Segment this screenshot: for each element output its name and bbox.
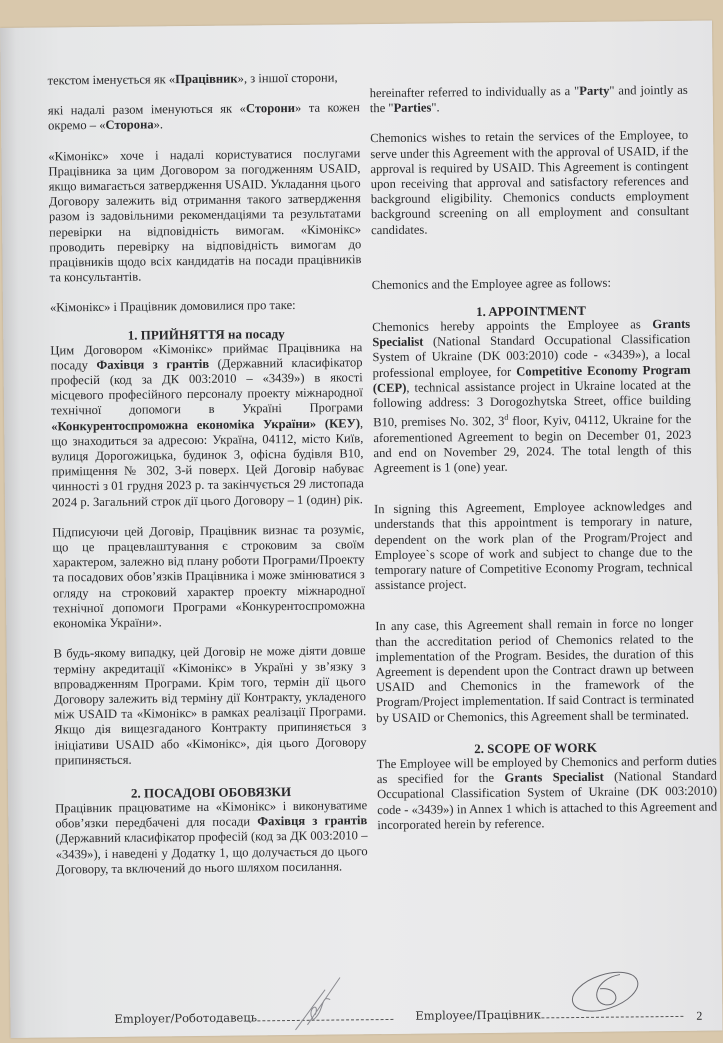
section-1-paragraph-2: Підписуючи цей Договір, Працівник визнає та розуміє, що це працевлаштування є строковим за своїм характером, залежно від плану роботи Програми/Проекту та посадових обов’язків Працівника і може змінюватися з огляду на строковий характер проекту міжнародної технічної допомоги Програми «Конкурентоспроможна економіка України». (52, 522, 366, 631)
chemonics-intent-paragraph: «Кімонікс» хоче і надалі користуватися послугами Працівника за цим Договором за погодженням USAID, якщо вимагається затвердження USAID. Укладання цього Договору залежить від отримання такого затвердження разом із задовільними рекомендаціями та результатами перевірки на відповідність вимогам. «Кімонікс» проводить перевірку на відповідність вимогам до працівників щодо всіх кандидатів на посади працівників та консультантів. (48, 145, 362, 285)
employer-signature-scribble-icon (285, 969, 366, 1040)
section-2-paragraph-en: The Employee will be employed by Chemonics and perform duties as specified for the Grants Specialist (National Standard Occupational Classification System of Ukraine (DK 003:2010) code - «3439») in Annex 1 which is attached to this Agreement and incorporated herein by reference. (376, 753, 718, 832)
intro-line-employee: текстом іменується як «Працівник», з іншої сторони, (47, 70, 338, 88)
section-2-heading: 2. ПОСАДОВІ ОБОВЯЗКИ (130, 783, 292, 801)
section-1-paragraph-1: Цим Договором «Кімонікс» приймає Працівника на посаду Фахівця з грантів (Державний класифікатор професій (код за ДК 003:2010 – «3439») в якості місцевого професійного персоналу проекту міжнародної технічної допомоги в Україні Програми «Конкурентоспроможна економіка України» (КЕУ), що знаходиться за адресою: Україна, 04112, місто Київ, вулиця Дорогожицька, будинок 3, офісна будівля B10, приміщення № 302, 3-й поверх. Цей Договір набуває чинності з 01 грудня 2023 р. та закінчується 29 листопада 2024 р. Загальний строк дії цього Договору – 1 (один) рік. (50, 339, 364, 510)
employer-signature-line: Employer/Роботодавець (114, 1009, 393, 1026)
ukrainian-column (47, 70, 368, 892)
section-1-paragraph-3: В будь-якому випадку, цей Договір не може діяти довше терміну акредитації «Кімонікс» в Україні у зв’язку з впровадженням Програми. Крім того, термін дії цього Договору залежить від терміну дії Контракту, укладеного між USAID та «Кімонікс» в рамках реалізації Програми. Якщо дія вищезгаданого Контракту припиняється з ініціативи USAID або «Кімонікс», дія цього Договору припиняється. (53, 643, 367, 768)
agreement-line: «Кімонікс» і Працівник домовилися про таке: (49, 298, 296, 315)
section-1-heading: 1. ПРИЙНЯТТЯ на посаду (127, 325, 285, 343)
document-page (0, 21, 723, 1038)
employee-signature-blank (541, 1016, 683, 1018)
page-number: 2 (696, 1008, 703, 1023)
intro-parties-en: hereinafter referred to individually as a "Party" and jointly as the "Parties". (369, 82, 688, 116)
section-1-heading-en: 1. APPOINTMENT (476, 302, 586, 320)
section-2-heading-en: 2. SCOPE OF WORK (474, 739, 598, 756)
section-1-paragraph-3-en: In any case, this Agreement shall remain in force no longer than the accreditation period of Chemonics related to the implementation of the Program. Besides, the duration of this Agreement is dependent upon the Contract drawn up between USAID and Chemonics in the framework of the Program/Project implementation. If said Contract is terminated by USAID or Chemonics, this Agreement shall be terminated. (375, 616, 695, 725)
section-2-paragraph: Працівник працюватиме на «Кімонікс» і виконуватиме обов’язки передбачені для посади Фахівця з грантів (Державний класифікатор професій (код за ДК 003:2010 – «3439»), і наведені у Додатку 1, що долучається до цього Договору, та включений до нього шляхом посилання. (55, 798, 368, 877)
agreement-line-en: Chemonics and the Employee agree as follows: (371, 275, 611, 292)
employer-signature-blank (257, 1019, 393, 1021)
employee-signature-line: Employee/Працівник (415, 1006, 683, 1023)
section-1-paragraph-1-en: Chemonics hereby appoints the Employee as Grants Specialist (National Standard Occupational Classification System of Ukraine (DK 003:2010) code - «3439»), a local professional employee, for Competitive Economy Program (CEP), technical assistance project in Ukraine located at the following address: 3 Dorogozhytska Street, office building B10, premises No. 302, 3$^d$ floor, Kyiv, 04112, Ukraine for the aforementioned Agreement to begin on December 01, 2023 and end on November 29, 2024. The total length of this Agreement is 1 (one) year. (372, 316, 692, 476)
english-column (369, 82, 718, 848)
chemonics-intent-paragraph-en: Chemonics wishes to retain the services of the Employee, to serve under this Agreement with the approval of USAID, if the approval is required by USAID. This Agreement is contingent upon receiving that approval and satisfactory references and background eligibility. Chemonics conducts employment background screening on all employment and consultant candidates. (370, 128, 690, 237)
intro-line-parties: які надалі разом іменуються як «Сторони» та кожен окремо – «Сторона». (47, 100, 360, 133)
section-1-paragraph-2-en: In signing this Agreement, Employee acknowledges and understands that this appointment is temporary in nature, dependent on the work plan of the Program/Project and Employee`s scope of work and subject to change due to the temporary nature of Competitive Economy Program, technical assistance project. (373, 499, 693, 593)
